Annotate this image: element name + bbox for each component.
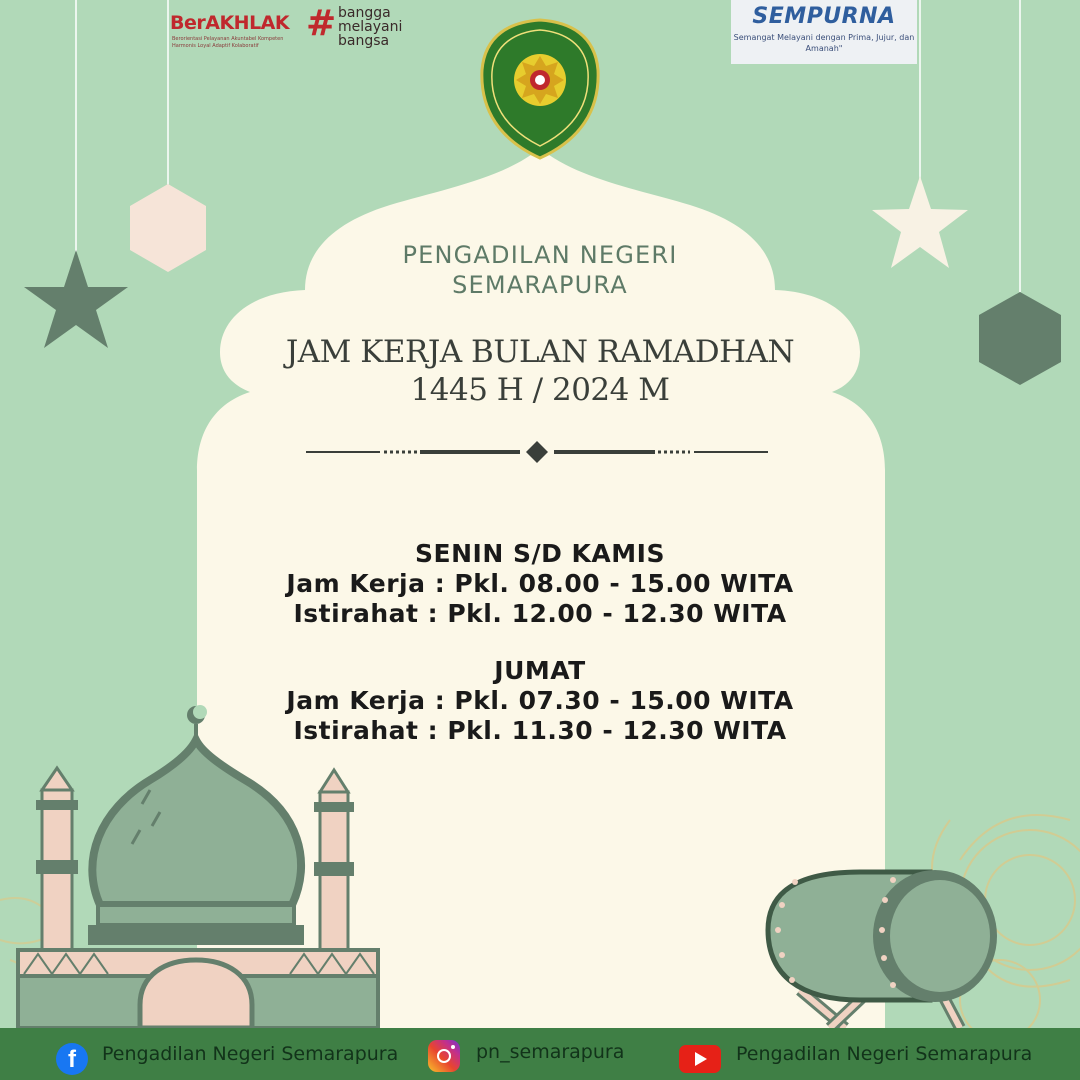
hexagon-lantern-left bbox=[130, 184, 206, 272]
org-line-1: PENGADILAN NEGERI bbox=[402, 241, 678, 269]
star-ornament-right bbox=[872, 176, 968, 268]
berakhlak-values: Berorientasi Pelayanan Akuntabel Kompeten Harmonis Loyal Adaptif Kolaboratif bbox=[172, 36, 284, 49]
schedule-friday bbox=[230, 656, 850, 746]
star-ornament-left bbox=[24, 250, 128, 348]
org-line-2: SEMARAPURA bbox=[452, 271, 628, 299]
youtube-icon[interactable] bbox=[679, 1045, 721, 1073]
berakhlak-logo bbox=[170, 4, 410, 54]
title-line-1: JAM KERJA BULAN RAMADHAN bbox=[285, 334, 795, 370]
break-hours: Istirahat : Pkl. 12.00 - 12.30 WITA bbox=[293, 599, 787, 628]
facebook-link[interactable]: Pengadilan Negeri Semarapura bbox=[102, 1043, 399, 1065]
facebook-icon[interactable]: f bbox=[56, 1043, 88, 1075]
page-title bbox=[230, 333, 850, 409]
sempurna-tagline: Semangat Melayani dengan Prima, Jujur, dan Amanah" bbox=[733, 33, 915, 53]
court-seal-logo bbox=[482, 20, 598, 158]
hexagon-lantern-right bbox=[979, 292, 1061, 385]
berakhlak-wordmark: BerAKHLAK bbox=[170, 12, 290, 34]
organization-name bbox=[300, 240, 780, 300]
sempurna-logo bbox=[731, 0, 917, 64]
instagram-icon[interactable] bbox=[428, 1040, 460, 1072]
instagram-link[interactable]: pn_semarapura bbox=[476, 1041, 625, 1063]
schedule-heading: SENIN S/D KAMIS bbox=[415, 539, 665, 568]
schedule-weekdays bbox=[230, 539, 850, 629]
sempurna-wordmark: SEMPURNA bbox=[752, 4, 896, 29]
youtube-link[interactable]: Pengadilan Negeri Semarapura bbox=[736, 1043, 1033, 1065]
title-line-2: 1445 H / 2024 M bbox=[410, 372, 670, 408]
break-hours: Istirahat : Pkl. 11.30 - 12.30 WITA bbox=[293, 716, 787, 745]
schedule-heading: JUMAT bbox=[494, 656, 586, 685]
work-hours: Jam Kerja : Pkl. 07.30 - 15.00 WITA bbox=[286, 686, 794, 715]
berakhlak-tagline: bangga melayani bangsa bbox=[338, 5, 403, 49]
berakhlak-hash-icon: # bbox=[306, 3, 337, 44]
work-hours: Jam Kerja : Pkl. 08.00 - 15.00 WITA bbox=[286, 569, 794, 598]
